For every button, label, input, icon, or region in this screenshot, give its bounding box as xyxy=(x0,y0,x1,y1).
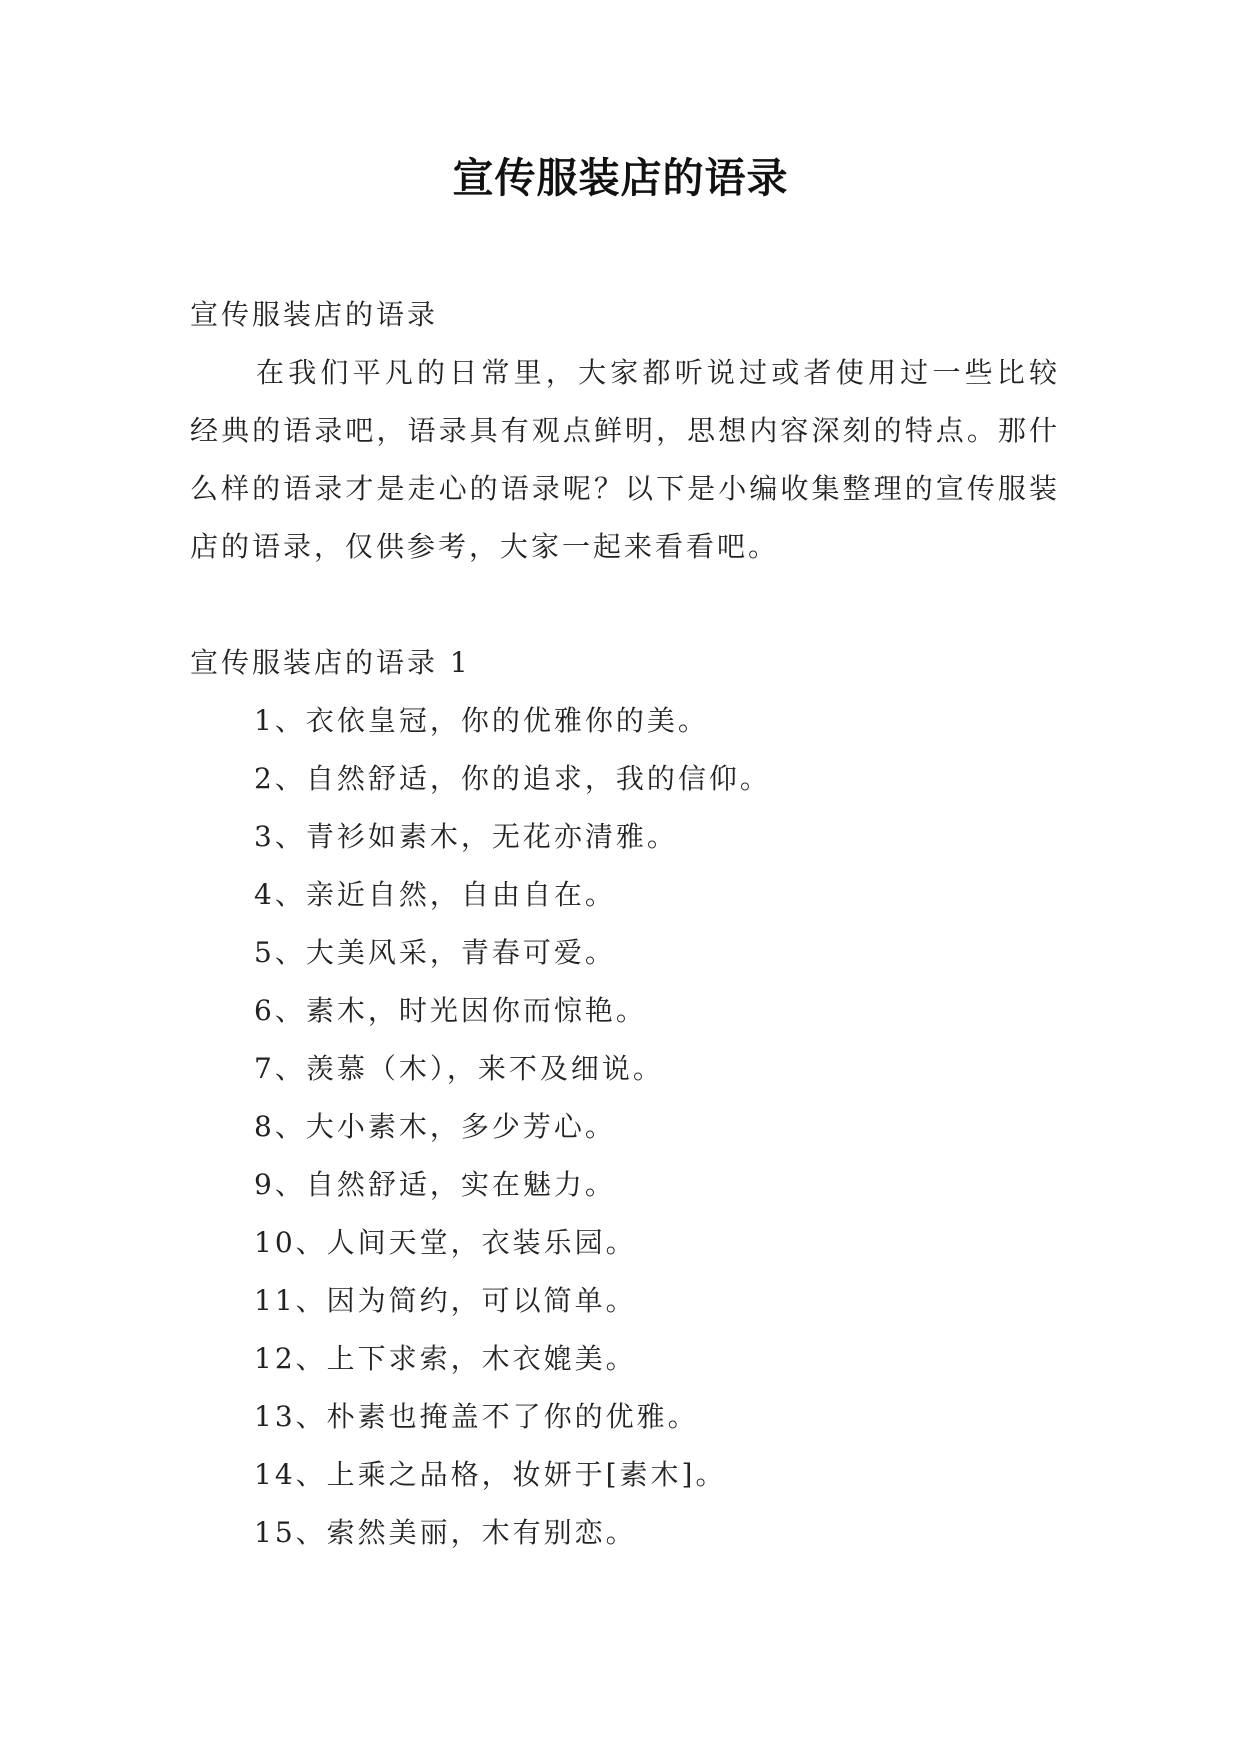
quote-item: 10、人间天堂，衣装乐园。 xyxy=(254,1226,637,1259)
quote-item: 5、大美风采，青春可爱。 xyxy=(254,936,616,969)
section-heading: 宣传服装店的语录 1 xyxy=(190,646,471,679)
quote-item: 11、因为简约，可以简单。 xyxy=(254,1284,637,1317)
quote-item: 15、索然美丽，木有别恋。 xyxy=(254,1516,637,1549)
quote-item: 9、自然舒适，实在魅力。 xyxy=(254,1168,616,1201)
quote-item: 1、衣依皇冠，你的优雅你的美。 xyxy=(254,704,709,737)
quote-item: 2、自然舒适，你的追求，我的信仰。 xyxy=(254,762,771,795)
document-body xyxy=(190,286,1060,1562)
quote-item: 14、上乘之品格，妆妍于[素木]。 xyxy=(254,1458,727,1491)
quote-item: 6、素木，时光因你而惊艳。 xyxy=(254,994,647,1027)
quote-item: 13、朴素也掩盖不了你的优雅。 xyxy=(254,1400,699,1433)
quote-item: 4、亲近自然，自由自在。 xyxy=(254,878,616,911)
paragraph-gap xyxy=(190,576,1060,634)
quote-item: 12、上下求索，木衣媲美。 xyxy=(254,1342,637,1375)
quote-item: 7、羡慕（木），来不及细说。 xyxy=(254,1052,664,1085)
quote-item: 3、青衫如素木，无花亦清雅。 xyxy=(254,820,678,853)
quote-list xyxy=(190,692,1060,1562)
subtitle: 宣传服装店的语录 xyxy=(190,298,439,331)
document-title: 宣传服装店的语录 xyxy=(452,154,789,202)
quote-item: 8、大小素木，多少芳心。 xyxy=(254,1110,616,1143)
intro-paragraph: 在我们平凡的日常里，大家都听说过或者使用过一些比较经典的语录吧，语录具有观点鲜明，思想内容深刻的特点。那什么样的语录才是走心的语录呢？以下是小编收集整理的宣传服装店的语录，仅供参考，大家一起来看看吧。 xyxy=(190,356,1060,563)
